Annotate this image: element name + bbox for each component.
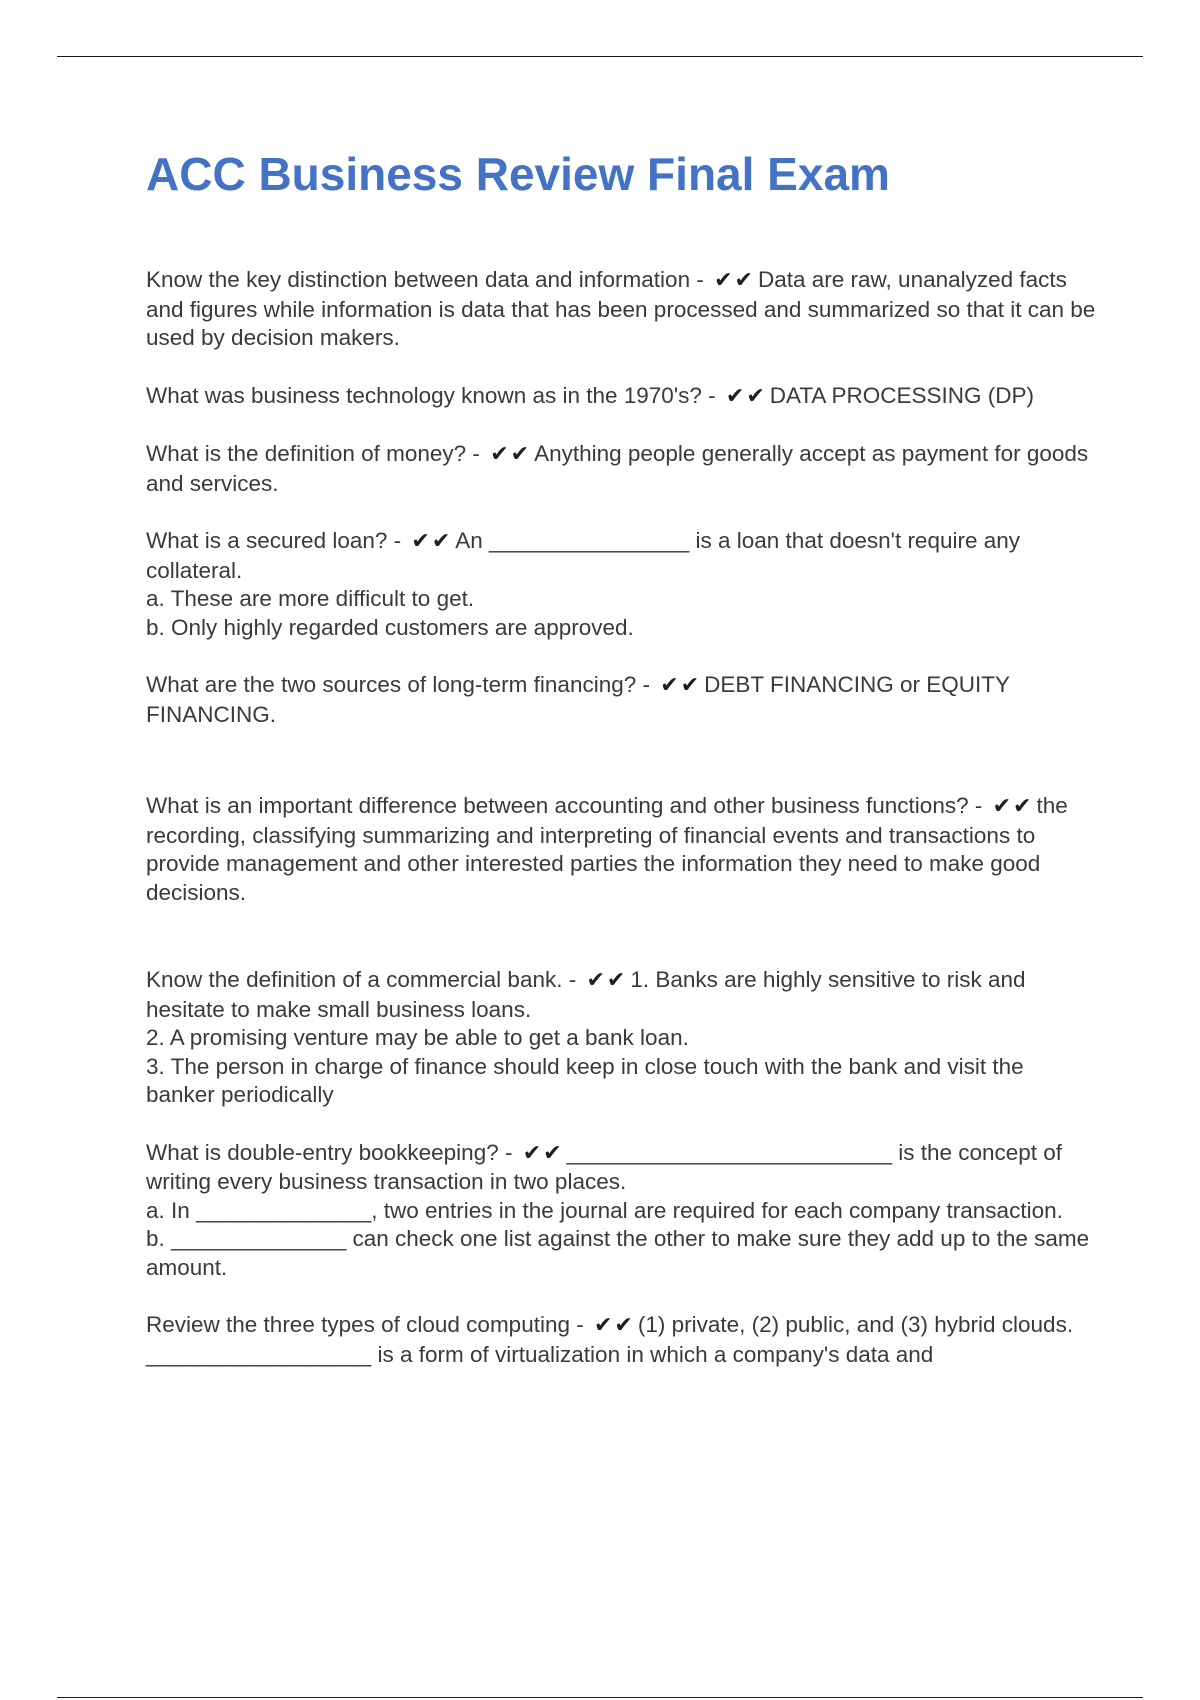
answer-text: Data are raw, unanalyzed facts and figures while information is data that has been processed and summarized so that it can be used by decision makers.: [146, 267, 1096, 350]
qa-item-4: [146, 527, 1096, 642]
double-check-icon: ✔✔: [714, 268, 755, 293]
double-check-icon: ✔✔: [992, 794, 1034, 819]
answer-text: the recording, classifying summarizing and interpreting of financial events and transactions to provide management and other interested parties the information they need to make good decisions.: [146, 793, 1068, 905]
question-text: What is double-entry bookkeeping? -: [146, 1139, 513, 1165]
double-check-icon: ✔✔: [660, 673, 702, 698]
answer-subline: a. In ______________, two entries in the journal are required for each company transaction.: [146, 1197, 1063, 1223]
question-text: What is the definition of money? -: [146, 441, 480, 466]
answer-text: DATA PROCESSING (DP): [769, 382, 1034, 408]
answer-subline: a. These are more difficult to get.: [146, 586, 475, 611]
qa-item-5: [146, 671, 1096, 729]
page-content: [146, 146, 1096, 1398]
qa-item-8: [146, 1139, 1096, 1283]
qa-item-3: [146, 440, 1096, 498]
answer-text: An ________________ is a loan that doesn't require any collateral.: [146, 528, 1021, 583]
double-check-icon: ✔✔: [594, 1313, 635, 1338]
question-text: What was business technology known as in the 1970's? -: [146, 382, 716, 408]
answer-text: (1) private, (2) public, and (3) hybrid clouds. __________________ is a form of virtualization in which a company's data and: [146, 1312, 1074, 1367]
question-text: Know the definition of a commercial bank. -: [146, 967, 577, 992]
answer-subline: b. Only highly regarded customers are approved.: [146, 614, 634, 640]
double-check-icon: ✔✔: [490, 442, 532, 467]
qa-item-6: [146, 792, 1096, 907]
answer-text: __________________________ is the concept of writing every business transaction in two places.: [146, 1139, 1063, 1194]
qa-item-9: [146, 1311, 1096, 1369]
question-text: What is a secured loan? -: [146, 528, 402, 553]
answer-subline: b. ______________ can check one list against the other to make sure they add up to the same amount.: [146, 1226, 1090, 1280]
question-text: What are the two sources of long-term financing? -: [146, 672, 650, 697]
question-text: Know the key distinction between data and information -: [146, 267, 704, 292]
answer-subline: 2. A promising venture may be able to get a bank loan.: [146, 1025, 689, 1050]
bottom-rule: [57, 1697, 1143, 1698]
double-check-icon: ✔✔: [586, 968, 628, 993]
question-text: Review the three types of cloud computing -: [146, 1312, 584, 1337]
answer-subline: 3. The person in charge of finance should keep in close touch with the bank and visit the banker periodically: [146, 1053, 1024, 1107]
qa-item-2: [146, 382, 1096, 412]
answer-text: DEBT FINANCING or EQUITY FINANCING.: [146, 672, 1010, 727]
qa-item-1: [146, 266, 1096, 353]
double-check-icon: ✔✔: [411, 529, 453, 554]
answer-text: Anything people generally accept as payment for goods and services.: [146, 441, 1089, 496]
double-check-icon: ✔✔: [522, 1140, 564, 1166]
answer-text: 1. Banks are highly sensitive to risk and hesitate to make small business loans.: [146, 967, 1026, 1022]
qa-item-7: [146, 966, 1096, 1110]
document-title: ACC Business Review Final Exam: [146, 148, 890, 200]
question-text: What is an important difference between accounting and other business functions? -: [146, 793, 983, 818]
top-rule: [57, 56, 1143, 57]
double-check-icon: ✔✔: [725, 383, 767, 409]
